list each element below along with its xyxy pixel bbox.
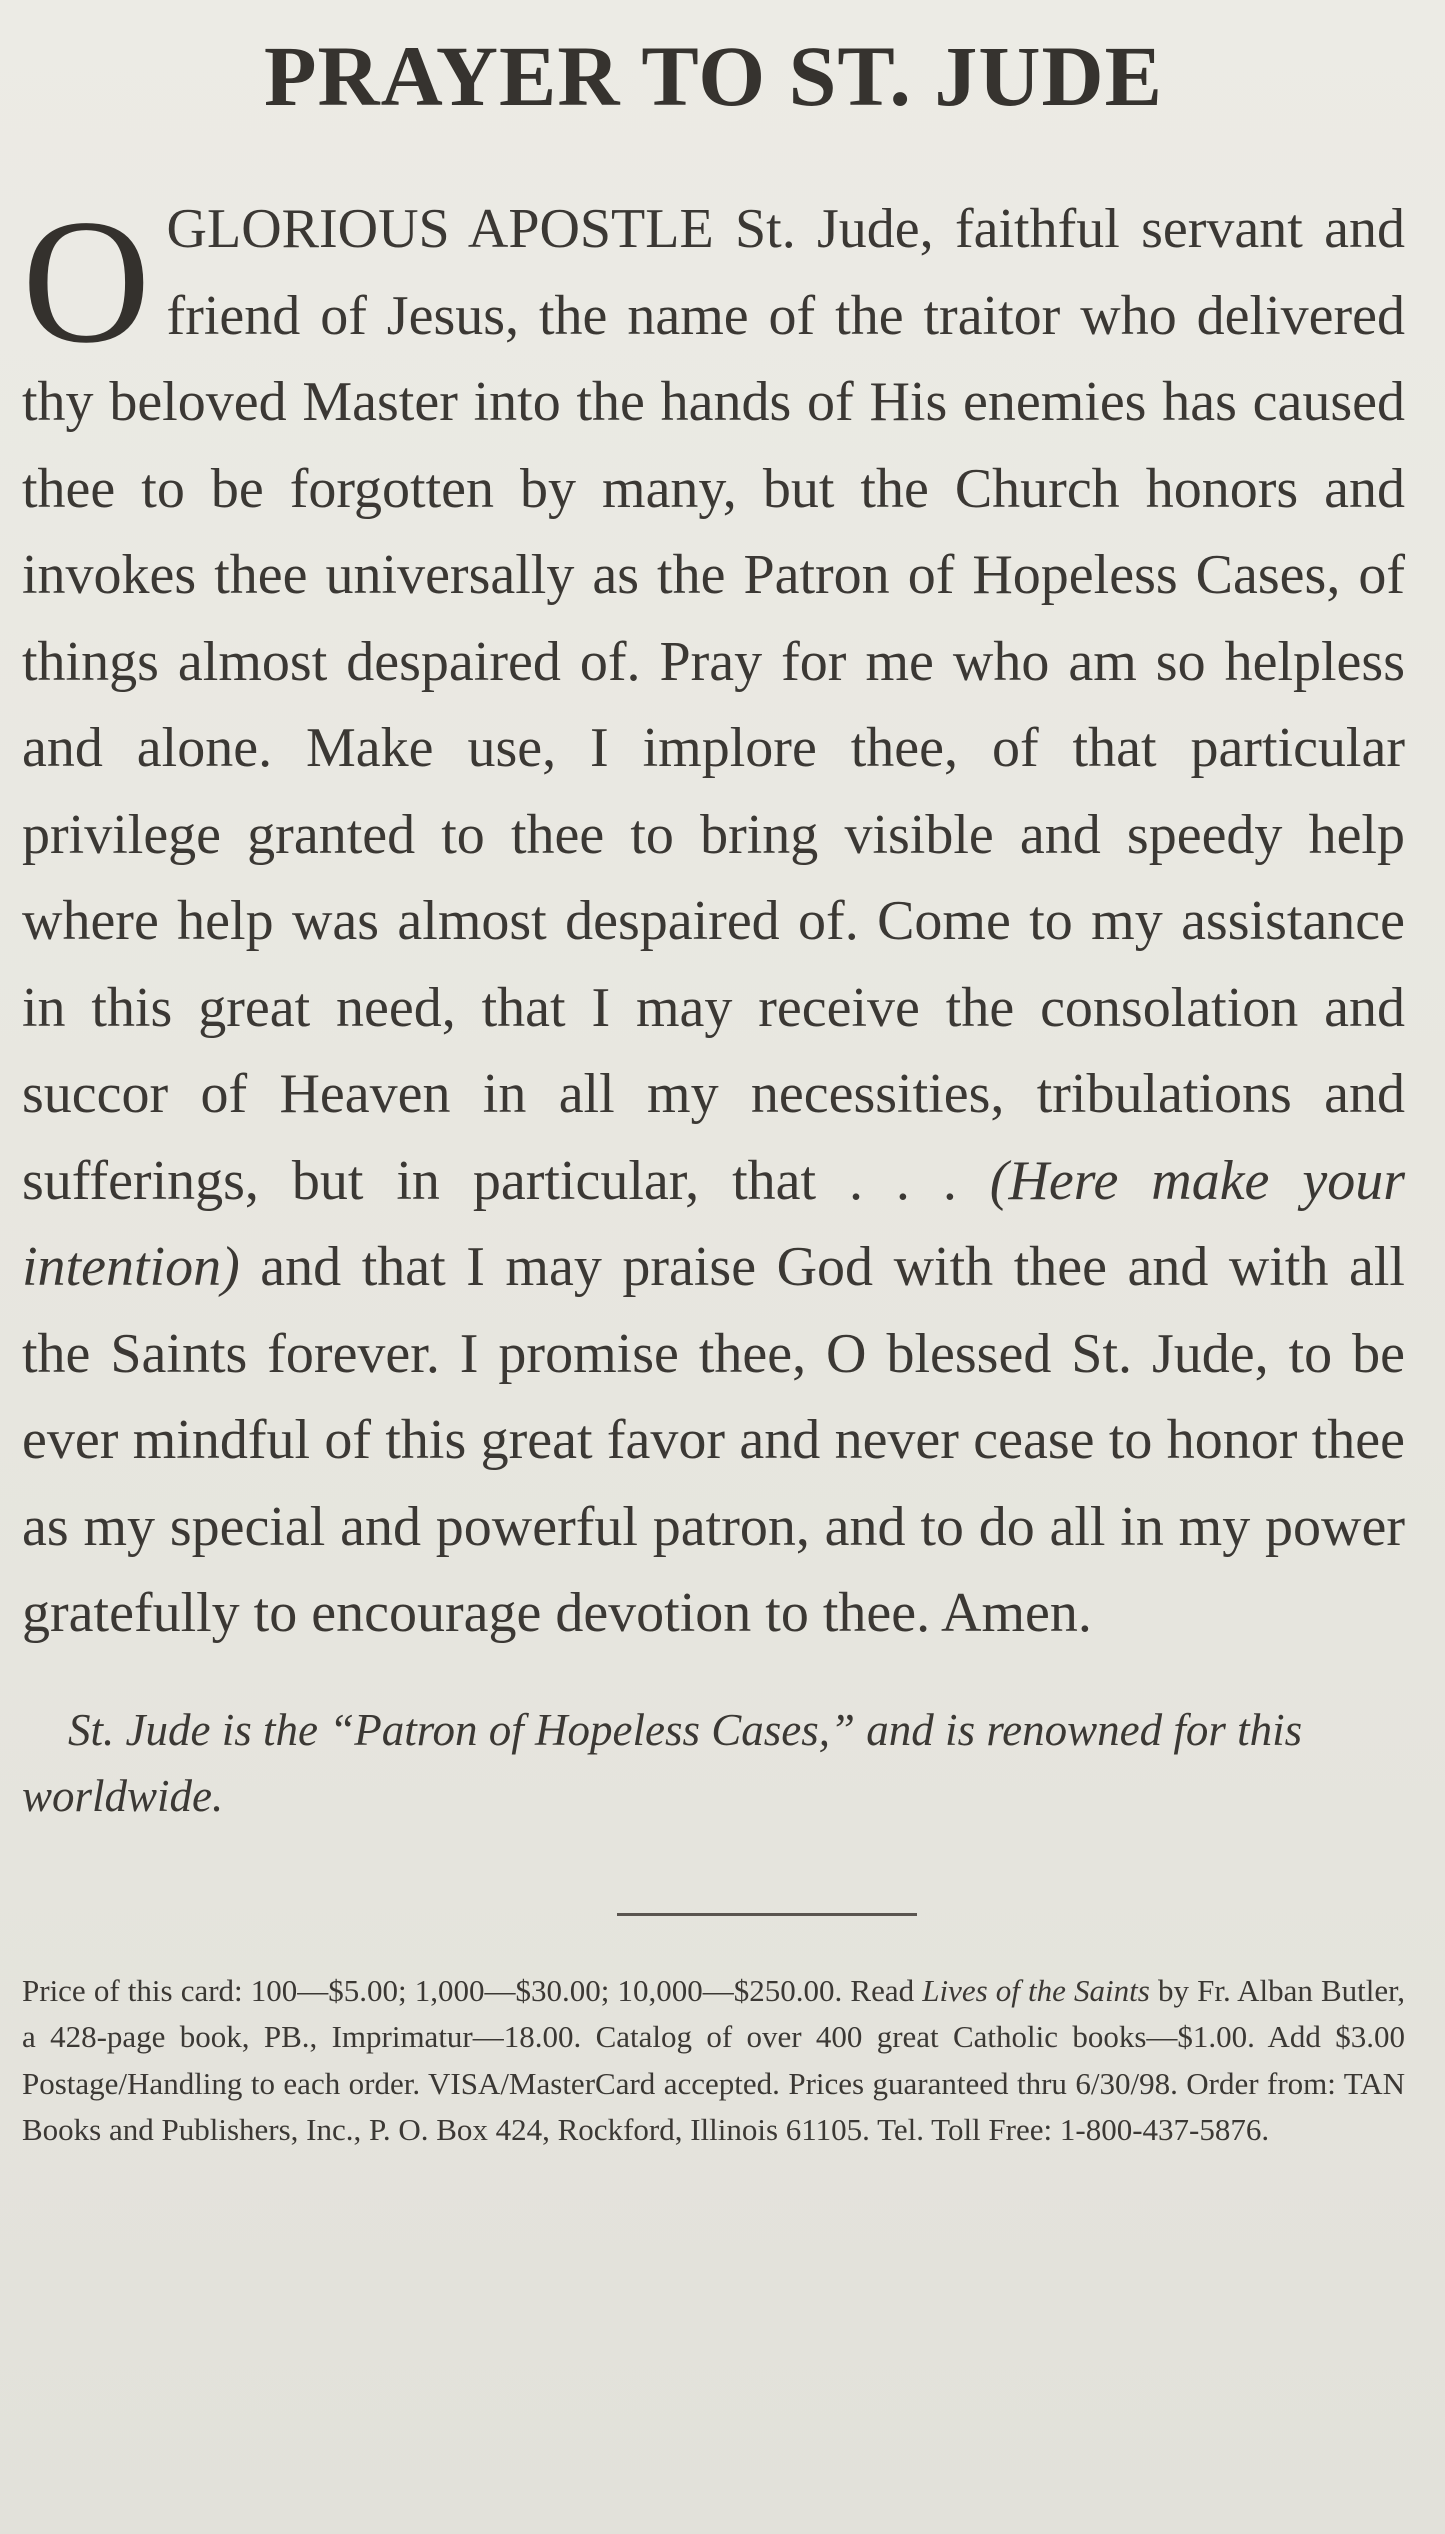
page-title: PRAYER TO ST. JUDE <box>264 28 1163 124</box>
patron-note: St. Jude is the “Patron of Hopeless Cases,” and is renowned for this worldwide. <box>22 1704 1303 1821</box>
divider <box>617 1913 917 1916</box>
book-title: Lives of the Saints <box>922 1972 1150 2008</box>
intention-instruction: (Here make your intention) <box>22 1149 1405 1298</box>
fineprint-part-1: Price of this card: 100—$5.00; 1,000—$30.00; 10,000—$250.00. Read <box>22 1972 923 2008</box>
prayer-text-part-2: and that I may praise God with thee and with all the Saints forever. I promise thee, O blessed St. Jude, to be ever mindful of this great favor and never cease to honor thee as my special and powerful patron, and to do all in my power gratefully to encourage devotion to thee. Amen. <box>22 1236 1405 1644</box>
drop-cap: O <box>22 182 151 380</box>
fineprint-part-2: by Fr. Alban Butler, a 428-page book, PB., Imprimatur—18.00. Catalog of over 400 great Catholic books—$1.00. Add $3.00 Postage/Handling to each order. VISA/MasterCard accepted. Prices guaranteed thru 6/30/98. Order from: TAN Books and Publishers, Inc., P. O. Box 424, Rockford, Illinois 61105. Tel. Toll Free: 1-800-437-5876. <box>22 1972 1405 2147</box>
prayer-text-part-1: GLORIOUS APOSTLE St. Jude, faithful servant and friend of Jesus, the name of the traitor who delivered thy beloved Master into the hands of His enemies has caused thee to be forgotten by many, but the Church honors and invokes thee universally as the Patron of Hopeless Cases, of things almost despaired of. Pray for me who am so helpless and alone. Make use, I implore thee, of that particular privilege granted to thee to bring visible and speedy help where help was almost despaired of. Come to my assistance in this great need, that I may receive the consolation and succor of Heaven in all my necessities, tribulations and sufferings, but in particular, that . . . <box>22 198 1405 1212</box>
prayer-text <box>22 182 1405 1657</box>
price-fineprint <box>22 1968 1405 2154</box>
